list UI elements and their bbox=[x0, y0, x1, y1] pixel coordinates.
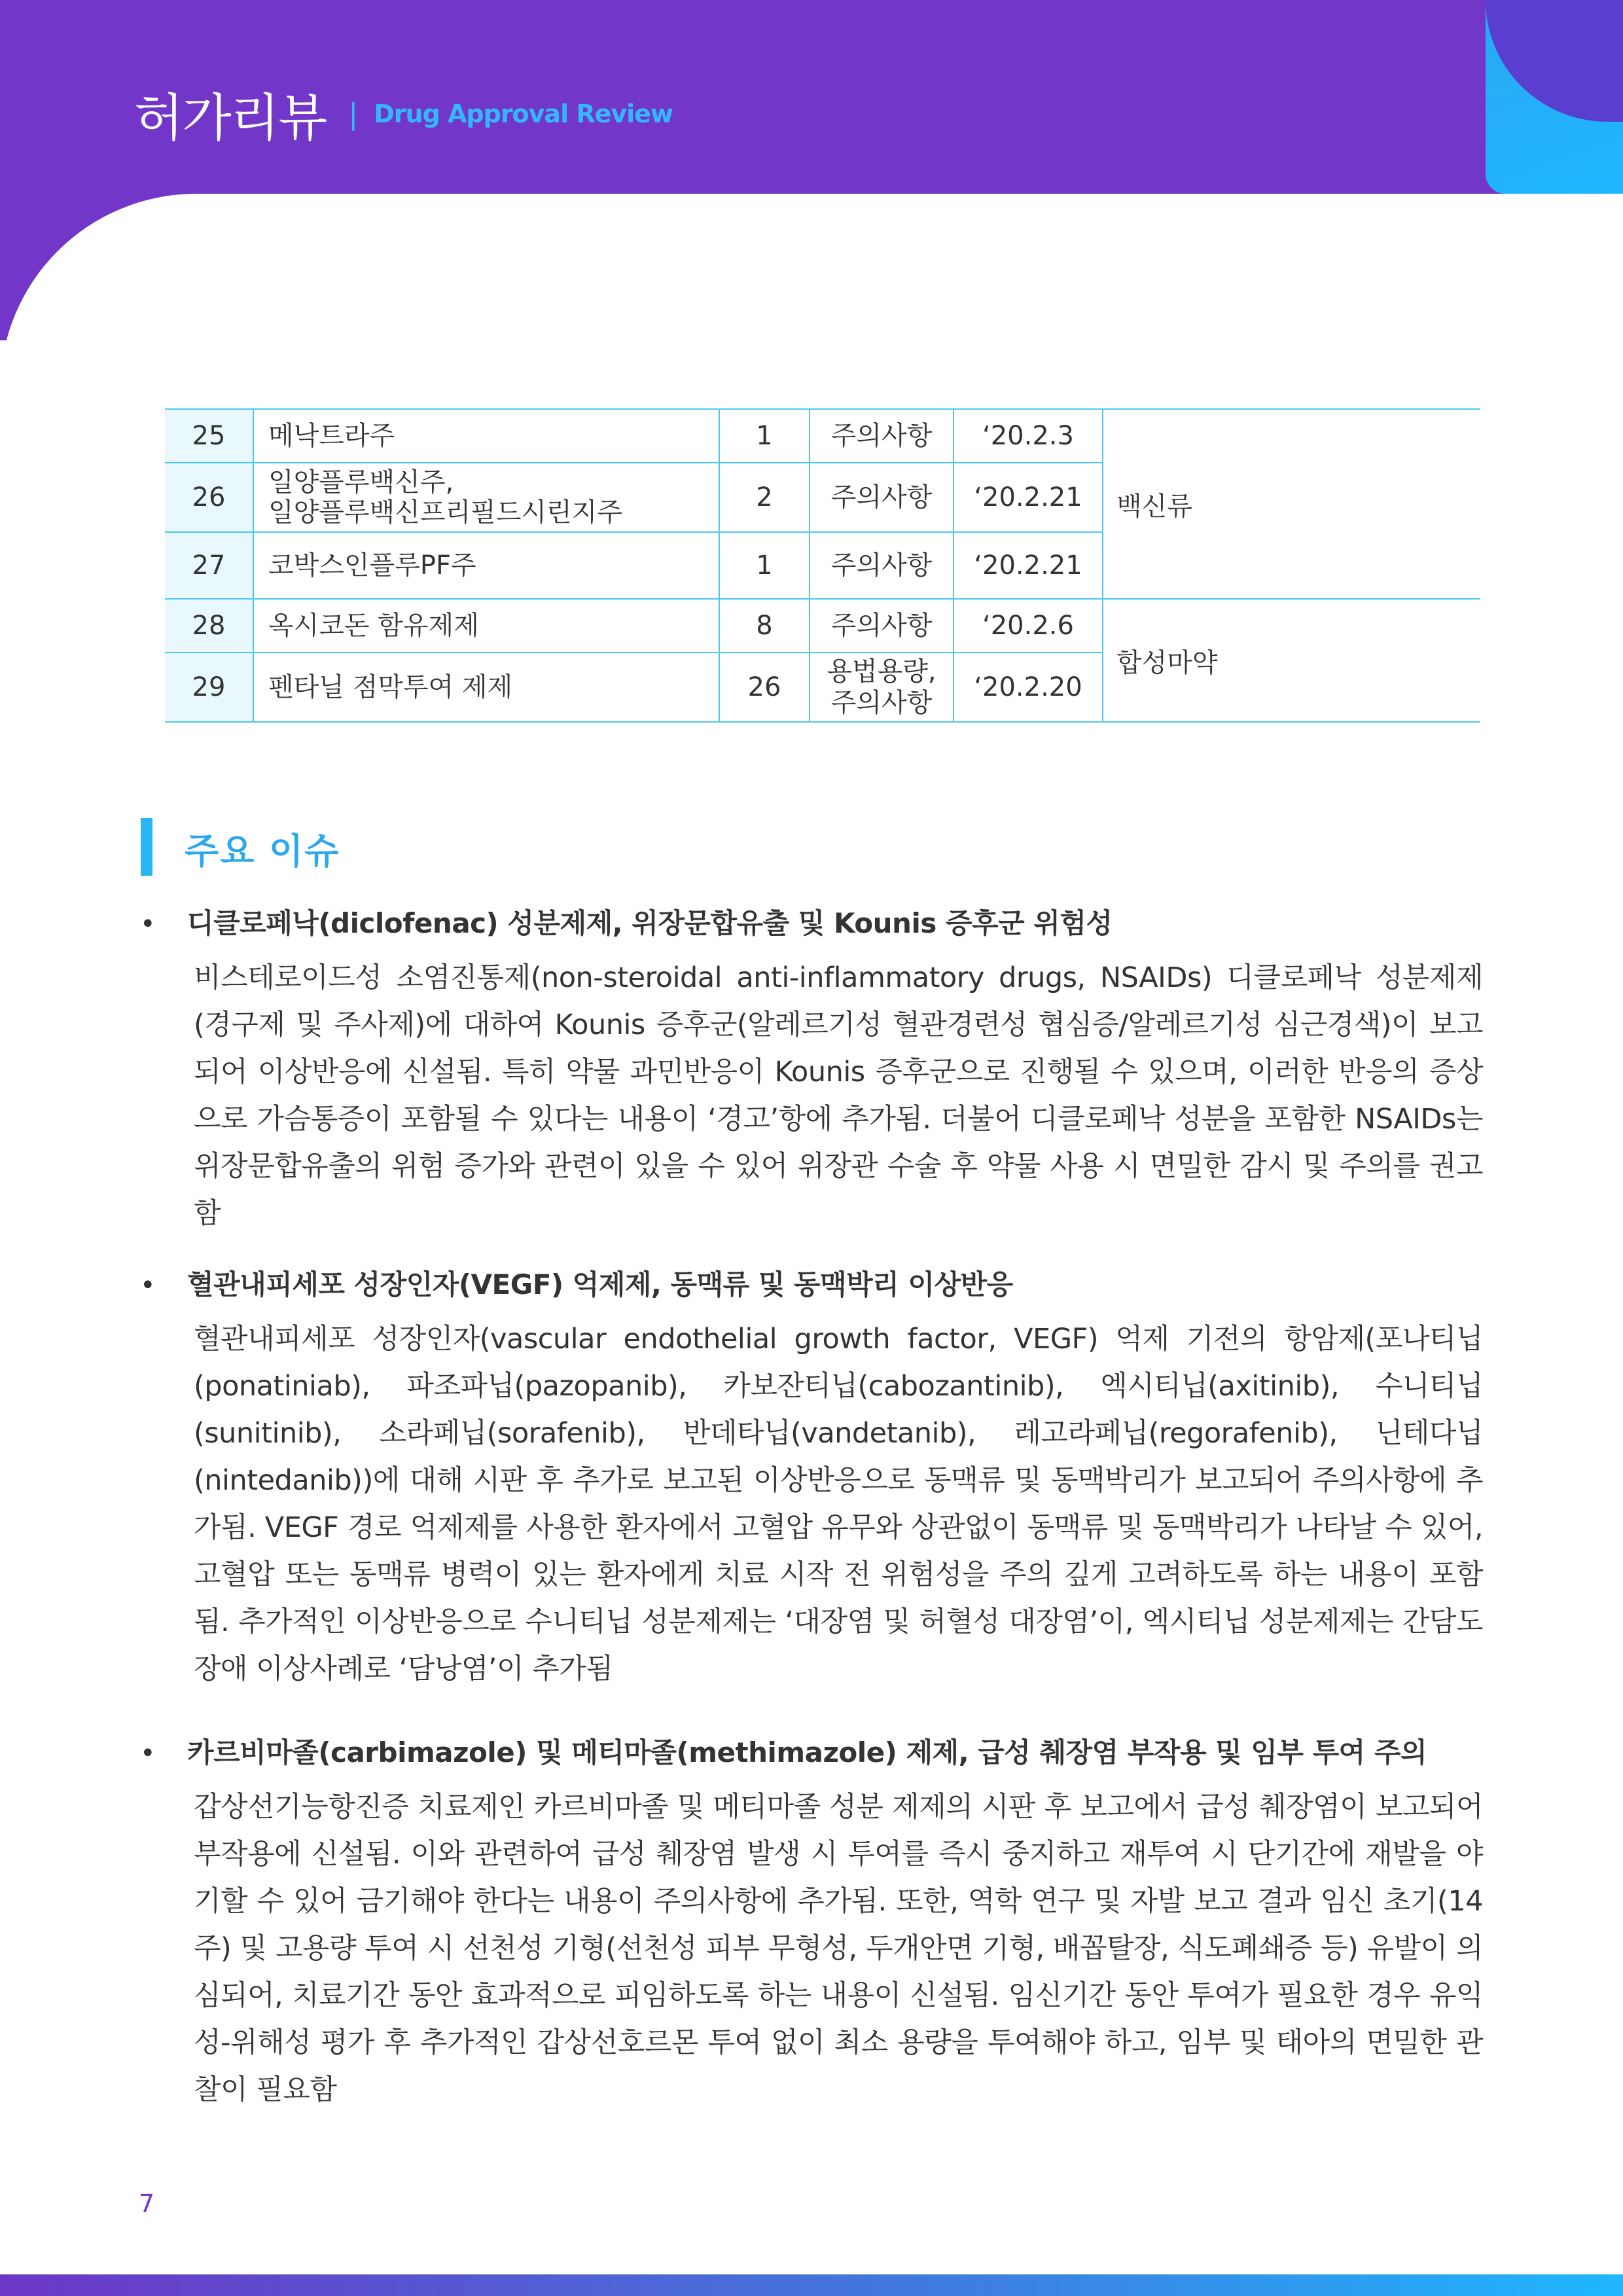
change-section-line: 주의사항 bbox=[830, 688, 933, 718]
change-date: ‘20.2.3 bbox=[954, 409, 1103, 463]
product-name: 코박스인플루PF주 bbox=[253, 532, 719, 599]
issue-item bbox=[137, 902, 1486, 1237]
issue-header bbox=[137, 1263, 1486, 1302]
issue-body: 비스테로이드성 소염진통제(non-steroidal anti-inflammatory drugs, NSAIDs) 디클로페낙 성분제제(경구제 및 주사제)에 대하여 Kounis 증후군(알레르기성 혈관경련성 협심증/알레르기성 심근경색)이 보고되어 이상반응에 신설됨. 특히 약물 과민반응이 Kounis 증후군으로 진행될 수 있으며, 이러한 반응의 증상으로 가슴통증이 포함될 수 있다는 내용이 ‘경고’항에 추가됨. 더불어 디클로페낙 성분을 포함한 NSAIDs는 위장문합유출의 위험 증가와 관련이 있을 수 있어 위장관 수술 후 약물 사용 시 면밀한 감시 및 주의를 권고함 bbox=[194, 961, 1483, 1230]
row-number: 29 bbox=[165, 653, 253, 722]
bullet-icon: • bbox=[140, 1270, 156, 1300]
header-separator: | bbox=[348, 97, 359, 131]
issue-body: 갑상선기능항진증 치료제인 카르비마졸 및 메티마졸 성분 제제의 시판 후 보고에서 급성 췌장염이 보고되어 부작용에 신설됨. 이와 관련하여 급성 췌장염 발생 시 투여를 즉시 중지하고 재투여 시 단기간에 재발을 야기할 수 있어 금기해야 한다는 내용이 주의사항에 추가됨. 또한, 역학 연구 및 자발 보고 결과 임신 초기(14주) 및 고용량 투여 시 선천성 기형(선천성 피부 무형성, 두개안면 기형, 배꼽탈장, 식도폐쇄증 등) 유발이 의심되어, 치료기간 동안 효과적으로 피임하도록 하는 내용이 신설됨. 임신기간 동안 투여가 필요한 경우 유익성-위해성 평가 후 추가적인 갑상선호르몬 투여 없이 최소 용량을 투여해야 하고, 임부 및 태아의 면밀한 관찰이 필요함 bbox=[194, 1791, 1483, 2106]
row-number: 28 bbox=[165, 599, 253, 653]
page-number: 7 bbox=[139, 2189, 155, 2218]
table-row bbox=[165, 409, 1480, 463]
product-name-line: 일양플루백신주, bbox=[268, 467, 454, 497]
product-name: 메낙트라주 bbox=[253, 409, 719, 463]
item-count: 26 bbox=[719, 653, 810, 722]
issue-item bbox=[137, 1731, 1486, 2113]
bullet-icon: • bbox=[140, 909, 156, 939]
header-title-en: Drug Approval Review bbox=[374, 99, 673, 128]
row-number: 25 bbox=[165, 409, 253, 463]
item-count: 2 bbox=[719, 463, 810, 532]
row-number: 26 bbox=[165, 463, 253, 532]
approval-table bbox=[165, 408, 1480, 723]
issue-title: 카르비마졸(carbimazole) 및 메티마졸(methimazole) 제제, 급성 췌장염 부작용 및 임부 투여 주의 bbox=[187, 1736, 1427, 1768]
section-title: 주요 이슈 bbox=[185, 831, 340, 872]
issue-title: 디클로페낙(diclofenac) 성분제제, 위장문합유출 및 Kounis 증후군 위험성 bbox=[187, 907, 1113, 939]
change-date: ‘20.2.21 bbox=[954, 463, 1103, 532]
issue-header bbox=[137, 902, 1486, 941]
issue-header bbox=[137, 1731, 1486, 1770]
change-section bbox=[810, 653, 954, 722]
product-name bbox=[253, 463, 719, 532]
header-title-ko: 허가리뷰 bbox=[134, 89, 327, 148]
group-label: 백신류 bbox=[1103, 409, 1480, 599]
item-count: 8 bbox=[719, 599, 810, 653]
group-label: 합성마약 bbox=[1103, 599, 1480, 722]
header-brand bbox=[134, 77, 673, 151]
issue-item bbox=[137, 1263, 1486, 1693]
change-date: ‘20.2.6 bbox=[954, 599, 1103, 653]
table-row bbox=[165, 599, 1480, 653]
change-section: 주의사항 bbox=[810, 463, 954, 532]
item-count: 1 bbox=[719, 409, 810, 463]
change-section-line: 용법용량, bbox=[827, 656, 936, 687]
change-date: ‘20.2.20 bbox=[954, 653, 1103, 722]
issue-title: 혈관내피세포 성장인자(VEGF) 억제제, 동맥류 및 동맥박리 이상반응 bbox=[187, 1268, 1013, 1300]
bullet-icon: • bbox=[140, 1738, 156, 1768]
change-section: 주의사항 bbox=[810, 409, 954, 463]
section-marker bbox=[141, 818, 152, 876]
row-number: 27 bbox=[165, 532, 253, 599]
footer-bar bbox=[0, 2274, 1623, 2296]
item-count: 1 bbox=[719, 532, 810, 599]
issue-body: 혈관내피세포 성장인자(vascular endothelial growth factor, VEGF) 억제 기전의 항암제(포나티닙(ponatiniab), 파조파닙(pazopanib), 카보잔티닙(cabozantinib), 엑시티닙(axitinib), 수니티닙(sunitinib), 소라페닙(sorafenib), 반데타닙(vandetanib), 레고라페닙(regorafenib), 닌테다닙(nintedanib))에 대해 시판 후 추가로 보고된 이상반응으로 동맥류 및 동맥박리가 보고되어 주의사항에 추가됨. VEGF 경로 억제제를 사용한 환자에서 고혈압 유무와 상관없이 동맥류 및 동맥박리가 나타날 수 있어, 고혈압 또는 동맥류 병력이 있는 환자에게 치료 시작 전 위험성을 주의 깊게 고려하도록 하는 내용이 포함됨. 추가적인 이상반응으로 수니티닙 성분제제는 ‘대장염 및 허혈성 대장염’이, 엑시티닙 성분제제는 간담도 장애 이상사례로 ‘담낭염’이 추가됨 bbox=[194, 1323, 1483, 1685]
change-section: 주의사항 bbox=[810, 532, 954, 599]
change-section: 주의사항 bbox=[810, 599, 954, 653]
product-name: 펜타닐 점막투여 제제 bbox=[253, 653, 719, 722]
product-name-line: 일양플루백신프리필드시린지주 bbox=[268, 497, 622, 528]
change-date: ‘20.2.21 bbox=[954, 532, 1103, 599]
product-name: 옥시코돈 함유제제 bbox=[253, 599, 719, 653]
